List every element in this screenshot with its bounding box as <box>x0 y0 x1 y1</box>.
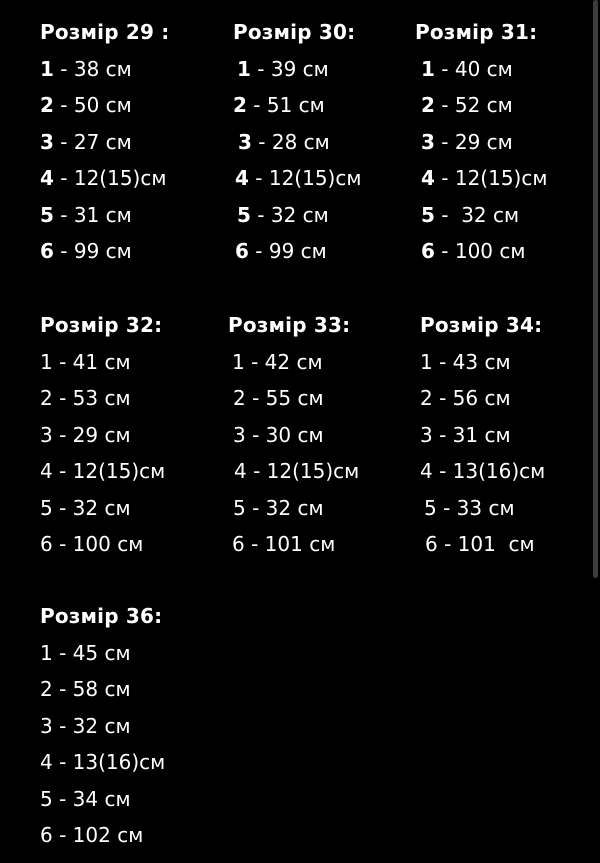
measurement-row <box>40 130 170 154</box>
measurement-number: 1 <box>40 349 53 374</box>
measurement-row <box>40 459 165 483</box>
measurement-number: 5 <box>424 495 437 520</box>
measurement-value: - 30 см <box>245 422 324 447</box>
measurement-number: 3 <box>40 422 53 447</box>
measurement-value: - 101 см <box>437 532 535 556</box>
measurement-number: 4 <box>40 166 54 190</box>
measurement-number: 3 <box>233 422 246 447</box>
measurement-row <box>415 166 547 190</box>
measurement-value: - 102 см <box>52 823 144 847</box>
measurement-value: - 33 см <box>436 495 515 520</box>
measurement-value: - 13(16)см <box>432 459 546 483</box>
measurement-row <box>40 750 165 774</box>
measurement-value: - 32 см <box>250 202 329 227</box>
measurement-value: - 41 см <box>52 349 131 374</box>
measurement-value: - 12(15)см <box>248 166 362 190</box>
measurement-value: - 99 см <box>53 239 132 263</box>
measurement-number: 6 <box>235 239 249 263</box>
measurement-value: - 52 см <box>434 93 513 117</box>
measurement-number: 4 <box>40 459 53 483</box>
measurement-number: 1 <box>420 349 433 374</box>
measurement-row <box>233 203 361 227</box>
measurement-number: 4 <box>235 166 249 190</box>
measurement-row <box>40 423 165 447</box>
measurement-value: - 99 см <box>248 239 327 263</box>
measurement-value: - 55 см <box>245 386 324 410</box>
size-title: Розмір 29 : <box>40 20 170 44</box>
measurement-row <box>420 496 545 520</box>
measurement-number: 2 <box>233 386 246 410</box>
measurement-value: - 101 см <box>244 532 336 556</box>
measurement-number: 2 <box>420 386 433 410</box>
measurement-row <box>40 677 165 701</box>
measurement-number: 4 <box>40 750 53 774</box>
measurement-number: 6 <box>40 532 53 556</box>
size-30-block <box>233 20 361 263</box>
measurement-row <box>40 203 170 227</box>
size-title: Розмір 36: <box>40 604 163 628</box>
measurement-row <box>40 496 165 520</box>
size-29-block <box>40 20 170 263</box>
measurement-value: - 32 см <box>434 202 520 227</box>
measurement-number: 6 <box>232 532 245 556</box>
measurement-value: - 29 см <box>434 129 513 154</box>
size-32-block <box>40 313 165 556</box>
measurement-row <box>228 496 359 520</box>
measurement-value: - 27 см <box>53 129 132 154</box>
measurement-number: 3 <box>40 129 54 154</box>
measurement-row <box>40 823 165 847</box>
measurement-value: - 32 см <box>52 495 131 520</box>
measurement-row <box>228 423 359 447</box>
measurement-row <box>40 787 165 811</box>
measurement-number: 3 <box>238 129 252 154</box>
measurement-row <box>233 166 361 190</box>
size-36-block <box>40 604 165 847</box>
measurement-value: - 32 см <box>245 495 324 520</box>
measurement-number: 4 <box>421 166 435 190</box>
measurement-number: 3 <box>421 129 435 154</box>
measurement-number: 5 <box>233 495 246 520</box>
measurement-number: 2 <box>40 93 54 117</box>
measurement-number: 4 <box>420 459 433 483</box>
measurement-row <box>40 166 170 190</box>
measurement-row <box>233 93 361 117</box>
scrollbar[interactable] <box>593 0 598 578</box>
measurement-number: 5 <box>40 495 53 520</box>
size-33-block <box>228 313 359 556</box>
measurement-value: - 53 см <box>52 386 131 410</box>
size-title: Розмір 30: <box>233 20 356 44</box>
measurement-row <box>415 239 547 263</box>
measurement-value: - 28 см <box>251 129 330 154</box>
measurement-row <box>40 239 170 263</box>
measurement-row <box>40 386 165 410</box>
measurement-row <box>420 386 545 410</box>
measurement-row <box>415 130 547 154</box>
measurement-number: 6 <box>40 239 54 263</box>
measurement-row <box>228 350 359 374</box>
measurement-row <box>420 532 545 556</box>
measurement-value: - 100 см <box>52 532 144 556</box>
measurement-number: 5 <box>421 202 435 227</box>
size-title: Розмір 33: <box>228 313 351 337</box>
measurement-row <box>40 93 170 117</box>
size-title: Розмір 34: <box>420 313 543 337</box>
measurement-number: 5 <box>237 202 251 227</box>
measurement-row <box>420 350 545 374</box>
measurement-value: - 45 см <box>52 640 131 665</box>
size-title: Розмір 31: <box>415 20 538 44</box>
measurement-value: - 29 см <box>52 422 131 447</box>
measurement-number: 3 <box>420 422 433 447</box>
measurement-value: - 38 см <box>53 56 132 81</box>
measurement-value: - 43 см <box>432 349 511 374</box>
measurement-row <box>40 641 165 665</box>
size-title: Розмір 32: <box>40 313 163 337</box>
measurement-row <box>415 203 547 227</box>
measurement-value: - 51 см <box>246 93 325 117</box>
measurement-number: 1 <box>237 56 251 81</box>
measurement-row <box>420 459 545 483</box>
measurement-number: 2 <box>40 677 53 701</box>
measurement-number: 2 <box>40 386 53 410</box>
measurement-value: - 12(15)см <box>53 166 167 190</box>
measurement-number: 6 <box>425 532 438 556</box>
measurement-number: 5 <box>40 786 53 811</box>
measurement-number: 1 <box>40 56 54 81</box>
measurement-value: - 13(16)см <box>52 750 166 774</box>
measurement-number: 1 <box>232 349 245 374</box>
measurement-value: - 12(15)см <box>52 459 166 483</box>
measurement-value: - 31 см <box>432 422 511 447</box>
measurement-row <box>233 130 361 154</box>
measurement-value: - 39 см <box>250 56 329 81</box>
measurement-value: - 34 см <box>52 786 131 811</box>
measurement-row <box>228 386 359 410</box>
measurement-row <box>40 714 165 738</box>
measurement-row <box>40 57 170 81</box>
measurement-number: 1 <box>40 640 53 665</box>
size-31-block <box>415 20 547 263</box>
measurement-number: 1 <box>421 56 435 81</box>
measurement-value: - 100 см <box>434 239 526 263</box>
measurement-row <box>415 93 547 117</box>
measurement-number: 2 <box>233 93 247 117</box>
measurement-value: - 32 см <box>52 713 131 738</box>
measurement-number: 3 <box>40 713 53 738</box>
size-34-block <box>420 313 545 556</box>
measurement-row <box>228 459 359 483</box>
measurement-number: 6 <box>421 239 435 263</box>
measurement-row <box>228 532 359 556</box>
measurement-number: 4 <box>234 459 247 483</box>
measurement-number: 6 <box>40 823 53 847</box>
measurement-number: 5 <box>40 202 54 227</box>
measurement-value: - 12(15)см <box>246 459 360 483</box>
measurement-row <box>40 532 165 556</box>
measurement-value: - 31 см <box>53 202 132 227</box>
measurement-value: - 58 см <box>52 677 131 701</box>
measurement-value: - 12(15)см <box>434 166 548 190</box>
measurement-value: - 56 см <box>432 386 511 410</box>
measurement-value: - 42 см <box>244 349 323 374</box>
measurement-value: - 40 см <box>434 56 513 81</box>
measurement-row <box>233 57 361 81</box>
measurement-row <box>415 57 547 81</box>
measurement-row <box>420 423 545 447</box>
measurement-value: - 50 см <box>53 93 132 117</box>
measurement-number: 2 <box>421 93 435 117</box>
measurement-row <box>40 350 165 374</box>
measurement-row <box>233 239 361 263</box>
